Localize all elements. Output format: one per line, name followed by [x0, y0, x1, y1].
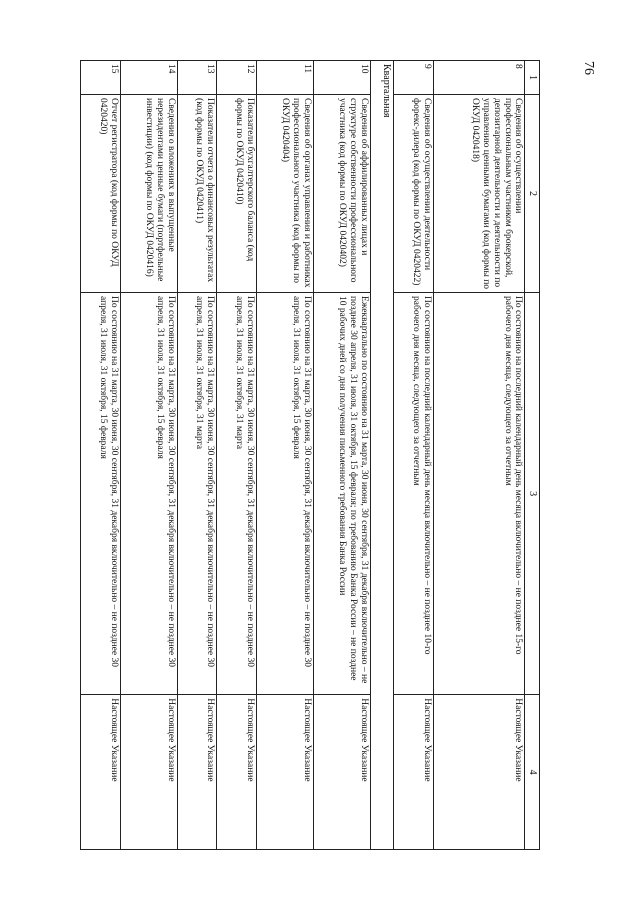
- header-col-1: 1: [525, 61, 540, 95]
- row-number: 15: [81, 61, 121, 95]
- header-row: [525, 61, 540, 850]
- legal-basis: Настоящее Указание: [394, 695, 434, 850]
- submission-term: По состоянию на последний календарный день месяца включительно – не позднее 15-го рабочего дня месяца, следующего за отчетным: [433, 293, 525, 695]
- table-row: [313, 61, 370, 850]
- row-number: 14: [120, 61, 177, 95]
- reporting-table: [80, 60, 540, 850]
- submission-term: По состоянию на 31 марта, 30 июня, 30 сентября, 31 декабря включительно – не позднее 30 апреля, 31 июля, 31 октября, 15 февраля: [256, 293, 313, 695]
- table-row: [120, 61, 177, 850]
- form-name: Показатели бухгалтерского баланса (код формы по ОКУД 0420410): [217, 95, 257, 293]
- form-name: Сведения об осуществлении профессиональным участником брокерской, депозитарной деятельности и деятельности по управлению ценными бумагами (код формы по ОКУД 0420418): [433, 95, 525, 293]
- submission-term: По состоянию на 31 марта, 30 июня, 30 сентября, 31 декабря включительно – не позднее 30 апреля, 31 июля, 31 октября, 31 марта: [177, 293, 217, 695]
- submission-term: По состоянию на 31 марта, 30 июня, 30 сентября, 31 декабря включительно – не позднее 30 апреля, 31 июля, 31 октября, 31 марта: [217, 293, 257, 695]
- legal-basis: Настоящее Указание: [433, 695, 525, 850]
- rotated-table-area: [80, 60, 540, 850]
- form-name: Сведения об осуществлении деятельности форекс-дилера (код формы по ОКУД 0420422): [394, 95, 434, 293]
- submission-term: По состоянию на 31 марта, 30 июня, 30 сентября, 31 декабря включительно – не позднее 30 апреля, 31 июля, 31 октября, 15 февраля: [81, 293, 121, 695]
- row-number: 11: [256, 61, 313, 95]
- form-name: Показатели отчета о финансовых результатах (код формы по ОКУД 0420411): [177, 95, 217, 293]
- submission-term: По состоянию на 31 марта, 30 июня, 30 сентября, 31 декабря включительно – не позднее 30 апреля, 31 июля, 31 октября, 15 февраля: [120, 293, 177, 695]
- form-name: Сведения об аффилированных лицах и структуре собственности профессионального участника (код формы по ОКУД 0420402): [313, 95, 370, 293]
- legal-basis: Настоящее Указание: [256, 695, 313, 850]
- legal-basis: Настоящее Указание: [120, 695, 177, 850]
- form-name: Сведения о вложениях в выпущенные нерезидентами ценные бумаги (портфельные инвестиции) (код формы по ОКУД 0420416): [120, 95, 177, 293]
- table-row: [217, 61, 257, 850]
- table-row: [177, 61, 217, 850]
- form-name: Сведения об органах управления и работниках профессионального участника (код формы по ОКУД 0420404): [256, 95, 313, 293]
- table-row: [433, 61, 525, 850]
- row-number: 9: [394, 61, 434, 95]
- submission-term: По состоянию на последний календарный день месяца включительно – не позднее 10-го рабочего дня месяца, следующего за отчетным: [394, 293, 434, 695]
- section-label: Квартальная: [370, 61, 393, 850]
- submission-term: Ежеквартально по состоянию на 31 марта, 30 июня, 30 сентября, 31 декабря включительно – не позднее 30 апреля, 31 июля, 31 октября, 15 февраля; по требованию Банка России – не позднее 10 рабочих дней со дня получения письменного требования Банка России: [313, 293, 370, 695]
- table-row: [256, 61, 313, 850]
- section-row: [370, 61, 393, 850]
- header-col-3: 3: [525, 293, 540, 695]
- page-number: 76: [581, 61, 596, 75]
- legal-basis: Настоящее Указание: [217, 695, 257, 850]
- table-row: [394, 61, 434, 850]
- rotated-table-container: [80, 60, 540, 850]
- table-row: [81, 61, 121, 850]
- row-number: 13: [177, 61, 217, 95]
- form-name: Отчет регистратора (код формы по ОКУД 0420420): [81, 95, 121, 293]
- row-number: 8: [433, 61, 525, 95]
- legal-basis: Настоящее Указание: [313, 695, 370, 850]
- legal-basis: Настоящее Указание: [177, 695, 217, 850]
- row-number: 10: [313, 61, 370, 95]
- header-col-2: 2: [525, 95, 540, 293]
- legal-basis: Настоящее Указание: [81, 695, 121, 850]
- header-col-4: 4: [525, 695, 540, 850]
- row-number: 12: [217, 61, 257, 95]
